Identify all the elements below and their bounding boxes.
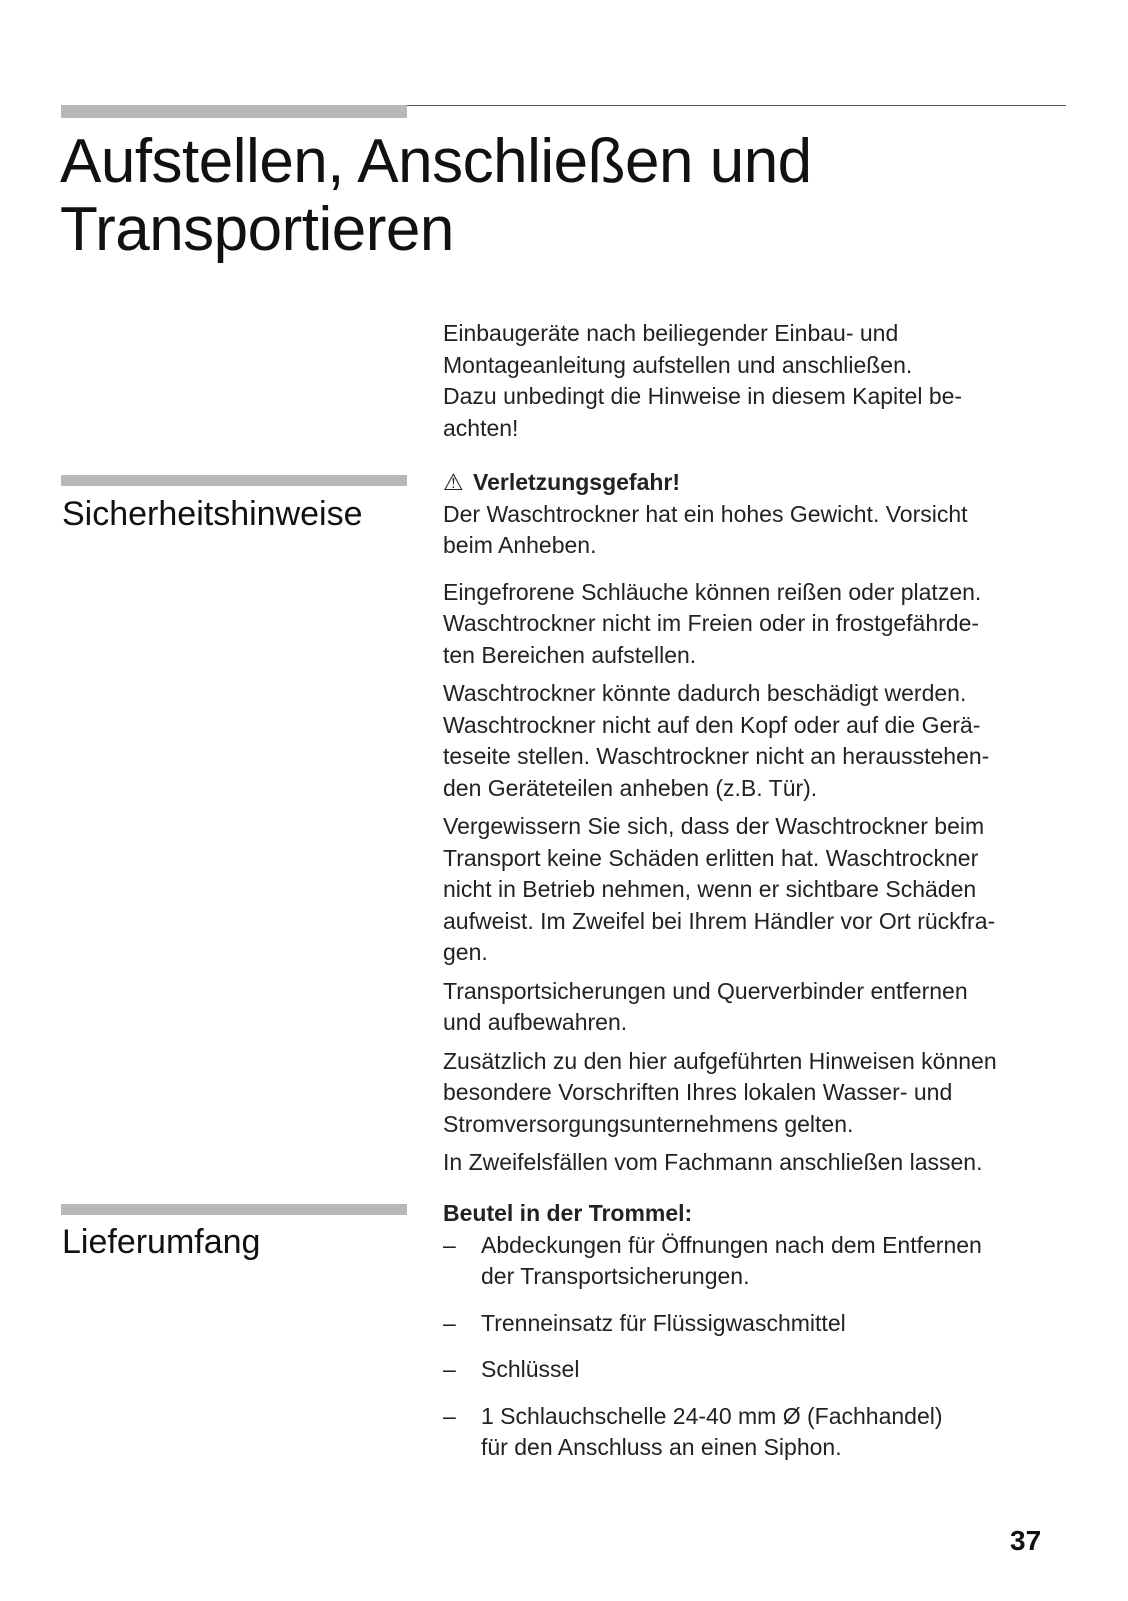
- warning-title-text: Verletzungsgefahr!: [473, 469, 681, 495]
- page-number: 37: [1010, 1525, 1042, 1556]
- intro-text: [443, 318, 1073, 444]
- section-rule-safety: [61, 475, 407, 486]
- list-item: – 1 Schlauchschelle 24-40 mm Ø (Fachhandel) für den Anschluss an einen Siphon.: [443, 1402, 943, 1460]
- warning-text: Der Waschtrockner hat ein hohes Gewicht. Vorsicht beim Anheben.: [443, 500, 968, 558]
- safety-paragraph-regulations: Zusätzlich zu den hier aufgeführten Hinweisen können besondere Vorschriften Ihres lokalen Wasser- und Stromversorgungsunternehmens gelten.: [443, 1047, 997, 1137]
- page-title: [60, 128, 1060, 264]
- intro-line: achten!: [443, 414, 519, 441]
- safety-paragraph-transport: Vergewissern Sie sich, dass der Waschtrockner beim Transport keine Schäden erlitten hat. Waschtrockner nicht in Betrieb nehmen, wenn er sichtbare Schäden aufweist. Im Zweifel bei Ihrem Händler vor Ort rückfra- gen.: [443, 813, 996, 965]
- section-heading-safety: Sicherheitshinweise: [62, 495, 363, 533]
- page-title-line-1: Aufstellen, Anschließen und: [60, 127, 812, 196]
- safety-paragraph-frost: Eingefrorene Schläuche können reißen oder platzen. Waschtrockner nicht im Freien oder in frostgefährde- ten Bereichen aufstellen.: [443, 578, 982, 668]
- list-item: – Trenneinsatz für Flüssigwaschmittel: [443, 1308, 1073, 1340]
- safety-paragraph-locks: Transportsicherungen und Querverbinder entfernen und aufbewahren.: [443, 977, 968, 1035]
- dash-bullet: –: [443, 1231, 456, 1258]
- safety-paragraph-expert: In Zweifelsfällen vom Fachmann anschließen lassen.: [443, 1149, 983, 1175]
- warning-icon: ⚠: [443, 469, 464, 495]
- section-heading-delivery: Lieferumfang: [62, 1223, 261, 1261]
- warning-title: [443, 467, 1073, 499]
- delivery-subheading: Beutel in der Trommel:: [443, 1200, 693, 1226]
- intro-line: Einbaugeräte nach beiliegender Einbau- und: [443, 320, 899, 346]
- safety-paragraph-damage: Waschtrockner könnte dadurch beschädigt werden. Waschtrockner nicht auf den Kopf oder auf die Gerä- teseite stellen. Waschtrockner nicht an herausstehen- den Geräteteilen anheben (z.B. Tür).: [443, 680, 990, 801]
- page-title-line-2: Transportieren: [60, 195, 454, 264]
- intro-line: Dazu unbedingt die Hinweise in diesem Kapitel be-: [443, 383, 963, 409]
- delivery-text: [443, 1198, 1073, 1464]
- list-item: – Schlüssel: [443, 1354, 1073, 1386]
- list-item: – Abdeckungen für Öffnungen nach dem Entfernen der Transportsicherungen.: [443, 1231, 982, 1289]
- section-rule-delivery: [61, 1204, 407, 1215]
- header-rule-thick: [61, 105, 407, 118]
- dash-bullet: –: [443, 1402, 456, 1429]
- delivery-list: [443, 1230, 1073, 1464]
- header-rule-thin: [407, 105, 1066, 106]
- dash-bullet: –: [443, 1309, 456, 1336]
- intro-line: Montageanleitung aufstellen und anschließen.: [443, 351, 913, 378]
- dash-bullet: –: [443, 1356, 456, 1382]
- safety-text: [443, 467, 1073, 1179]
